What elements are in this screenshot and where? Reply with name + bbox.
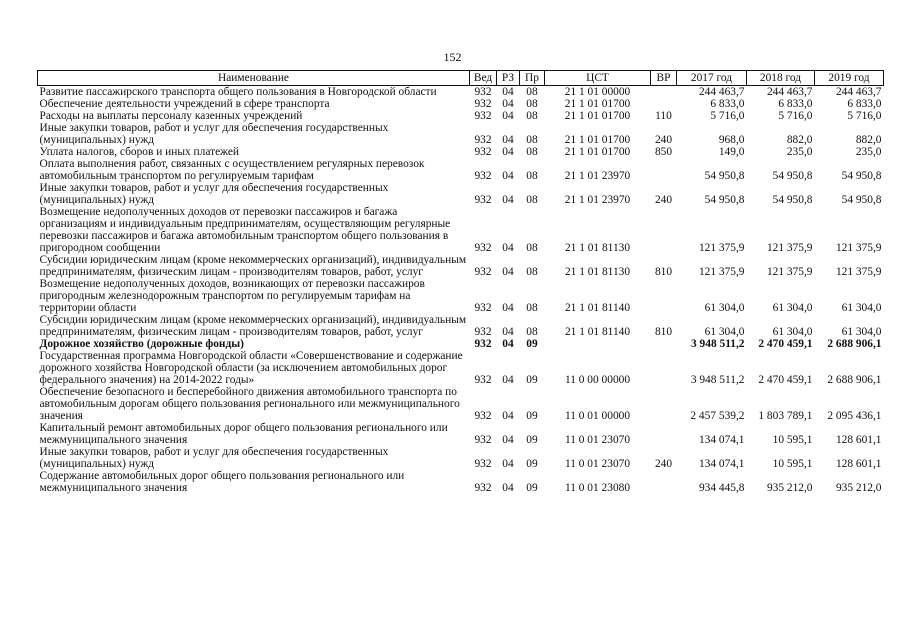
row-2018: 244 463,7 [766,86,813,98]
row-pr: 08 [526,194,538,206]
row-name: Обеспечение деятельности учреждений в сфере транспорта [39,98,330,110]
row-rz: 04 [502,242,514,254]
table-header-row [38,71,884,86]
row-rz: 04 [502,482,514,494]
row-cst: 11 0 01 23080 [564,482,631,494]
row-ved: 932 [474,458,492,470]
row-name: Иные закупки товаров, работ и услуг для обеспечения государственных (муниципальных) нужд [39,122,389,146]
row-name: Содержание автомобильных дорог общего пользования регионального или межмуниципального значения [39,470,405,494]
row-rz: 04 [502,326,514,338]
table-row [38,122,884,146]
row-2017: 934 445,8 [698,482,745,494]
row-name: Развитие пассажирского транспорта общего пользования в Новгородской области [39,86,437,98]
row-ved: 932 [474,302,492,314]
table-row [38,254,884,278]
table-row [38,470,884,494]
row-cst: 21 1 01 01700 [564,146,631,158]
row-2018: 61 304,0 [772,302,813,314]
row-vr [651,338,677,350]
row-rz: 04 [502,338,514,350]
row-2017: 61 304,0 [704,326,745,338]
row-2017: 121 375,9 [698,242,745,254]
row-cst: 21 1 01 01700 [564,110,631,122]
header-rz: РЗ [497,71,520,86]
row-vr [651,350,677,386]
header-pr: Пр [520,71,545,86]
row-2018: 54 950,8 [772,170,813,182]
row-2019: 54 950,8 [841,194,882,206]
row-cst: 11 0 01 00000 [564,410,631,422]
budget-table [37,70,884,494]
row-ved: 932 [474,146,492,158]
row-pr: 09 [526,374,538,386]
row-ved: 932 [474,338,492,350]
row-pr: 08 [526,242,538,254]
row-vr [651,206,677,254]
row-2019: 61 304,0 [841,302,882,314]
row-2017: 54 950,8 [704,170,745,182]
table-row [38,350,884,386]
row-ved: 932 [474,98,492,110]
row-vr: 810 [654,266,673,278]
row-2018: 1 803 789,1 [758,410,813,422]
row-2019: 128 601,1 [835,434,882,446]
row-2018: 935 212,0 [766,482,813,494]
row-pr: 08 [526,110,538,122]
row-cst: 21 1 01 23970 [564,194,631,206]
row-name: Возмещение недополученных доходов, возникающих от перевозки пассажиров пригородным железнодорожным транспортом по регулируемым тарифам на территории области [39,278,425,314]
row-vr [651,386,677,422]
row-pr: 09 [526,458,538,470]
row-cst: 21 1 01 01700 [564,98,631,110]
row-ved: 932 [474,194,492,206]
row-vr: 240 [654,134,673,146]
row-ved: 932 [474,410,492,422]
row-name: Расходы на выплаты персоналу казенных учреждений [39,110,303,122]
row-2019: 2 688 906,1 [827,374,882,386]
table-row [38,422,884,446]
row-pr: 08 [526,326,538,338]
row-2019: 61 304,0 [841,326,882,338]
row-pr: 09 [526,434,538,446]
row-ved: 932 [474,482,492,494]
table-row [38,314,884,338]
row-2018: 61 304,0 [772,326,813,338]
row-vr [651,98,677,110]
row-2017: 3 948 511,2 [690,374,745,386]
row-ved: 932 [474,110,492,122]
row-ved: 932 [474,266,492,278]
row-ved: 932 [474,374,492,386]
row-ved: 932 [474,134,492,146]
row-2018: 2 470 459,1 [758,374,813,386]
row-2017: 134 074,1 [698,458,745,470]
row-ved: 932 [474,434,492,446]
row-2017: 149,0 [718,146,745,158]
row-ved: 932 [474,170,492,182]
row-rz: 04 [502,98,514,110]
row-2017: 6 833,0 [710,98,745,110]
row-2019: 6 833,0 [847,98,882,110]
table-row [38,206,884,254]
row-name: Иные закупки товаров, работ и услуг для обеспечения государственных (муниципальных) нужд [39,446,389,470]
row-2019: 2 688 906,1 [827,338,882,350]
row-2018: 10 595,1 [772,434,813,446]
row-2017: 134 074,1 [698,434,745,446]
row-name: Обеспечение безопасного и бесперебойного движения автомобильного транспорта по автомобильным дорогам общего пользования регионального или межмуниципального значения [39,386,460,422]
row-name: Государственная программа Новгородской области «Совершенствование и содержание дорожного хозяйства Новгородской области (за исключением автомобильных дорог федерального значения) на 2014-2022 годы» [39,350,463,386]
row-cst: 21 1 01 81140 [564,302,631,314]
row-vr: 850 [654,146,673,158]
row-pr: 08 [526,86,538,98]
row-name: Оплата выполнения работ, связанных с осуществлением регулярных перевозок автомобильным транспортом по регулируемым тарифам [39,158,425,182]
row-vr: 110 [655,110,672,122]
row-2019: 935 212,0 [835,482,882,494]
row-rz: 04 [502,302,514,314]
header-vr: ВР [651,71,677,86]
header-name: Наименование [38,71,470,86]
row-name: Субсидии юридическим лицам (кроме некоммерческих организаций), индивидуальным предпринимателям, физическим лицам - производителям товаров, работ, услуг [39,254,467,278]
row-pr: 08 [526,146,538,158]
row-2018: 6 833,0 [778,98,813,110]
row-cst: 21 1 01 23970 [564,170,631,182]
row-2019: 235,0 [855,146,882,158]
row-rz: 04 [502,86,514,98]
row-pr: 08 [526,170,538,182]
row-name: Дорожное хозяйство (дорожные фонды) [39,338,244,350]
row-2017: 2 457 539,2 [690,410,745,422]
row-pr: 08 [526,266,538,278]
row-vr: 240 [654,194,673,206]
row-2018: 54 950,8 [772,194,813,206]
row-rz: 04 [502,146,514,158]
row-2018: 121 375,9 [766,242,813,254]
row-2017: 968,0 [718,134,745,146]
row-2019: 121 375,9 [835,266,882,278]
header-2017: 2017 год [677,71,747,86]
row-vr: 810 [654,326,673,338]
row-name: Уплата налогов, сборов и иных платежей [39,146,239,158]
row-name: Капитальный ремонт автомобильных дорог общего пользования регионального или межмуниципального значения [39,422,448,446]
row-2018: 121 375,9 [766,266,813,278]
row-rz: 04 [502,170,514,182]
row-vr [651,470,677,494]
page-number: 152 [443,50,462,64]
row-2019: 54 950,8 [841,170,882,182]
table-row [38,338,884,350]
row-2017: 61 304,0 [704,302,745,314]
header-cst: ЦСТ [545,71,651,86]
row-cst [545,338,651,350]
row-cst: 21 1 01 81140 [564,326,631,338]
row-2018: 10 595,1 [772,458,813,470]
row-rz: 04 [502,374,514,386]
row-ved: 932 [474,242,492,254]
row-2019: 5 716,0 [847,110,882,122]
table-row [38,158,884,182]
row-rz: 04 [502,266,514,278]
row-2018: 882,0 [786,134,813,146]
row-rz: 04 [502,110,514,122]
header-ved: Вед [470,71,497,86]
row-2019: 121 375,9 [835,242,882,254]
row-2017: 244 463,7 [698,86,745,98]
row-2017: 3 948 511,2 [691,338,745,350]
header-2018: 2018 год [747,71,815,86]
row-2018: 235,0 [786,146,813,158]
row-2019: 2 095 436,1 [827,410,882,422]
row-pr: 09 [526,410,538,422]
row-vr [651,422,677,446]
row-pr: 08 [526,302,538,314]
row-cst: 21 1 01 81130 [564,266,631,278]
row-vr [651,86,677,99]
row-vr: 240 [654,458,673,470]
table-row [38,182,884,206]
table-row [38,446,884,470]
row-cst: 11 0 01 23070 [564,434,631,446]
row-pr: 09 [526,338,538,350]
row-2017: 5 716,0 [710,110,745,122]
row-cst: 21 1 01 00000 [564,86,631,98]
table-row [38,86,884,99]
table-row [38,110,884,122]
row-ved: 932 [474,326,492,338]
row-name: Субсидии юридическим лицам (кроме некоммерческих организаций), индивидуальным предпринимателям, физическим лицам - производителям товаров, работ, услуг [39,314,467,338]
row-cst: 11 0 01 23070 [564,458,631,470]
row-rz: 04 [502,434,514,446]
row-2018: 2 470 459,1 [758,338,813,350]
row-vr [651,278,677,314]
row-cst: 21 1 01 01700 [564,134,631,146]
header-2019: 2019 год [815,71,884,86]
row-2019: 128 601,1 [835,458,882,470]
row-rz: 04 [502,410,514,422]
row-vr [651,158,677,182]
row-2019: 244 463,7 [835,86,882,98]
row-2017: 121 375,9 [698,266,745,278]
table-row [38,146,884,158]
row-pr: 08 [526,98,538,110]
row-rz: 04 [502,458,514,470]
table-row [38,278,884,314]
row-name: Иные закупки товаров, работ и услуг для обеспечения государственных (муниципальных) нужд [39,182,389,206]
row-2019: 882,0 [855,134,882,146]
row-pr: 08 [526,134,538,146]
row-rz: 04 [502,194,514,206]
row-name: Возмещение недополученных доходов от перевозки пассажиров и багажа организациям и индивидуальным предпринимателям, осуществляющим регулярные перевозки пассажиров и багажа автомобильным транспортом общего пользования в пригородном сообщении [39,206,451,254]
row-cst: 11 0 00 00000 [564,374,631,386]
row-ved: 932 [474,86,492,98]
row-2018: 5 716,0 [778,110,813,122]
row-pr: 09 [526,482,538,494]
table-row [38,98,884,110]
row-cst: 21 1 01 81130 [564,242,631,254]
row-rz: 04 [502,134,514,146]
table-row [38,386,884,422]
row-2017: 54 950,8 [704,194,745,206]
